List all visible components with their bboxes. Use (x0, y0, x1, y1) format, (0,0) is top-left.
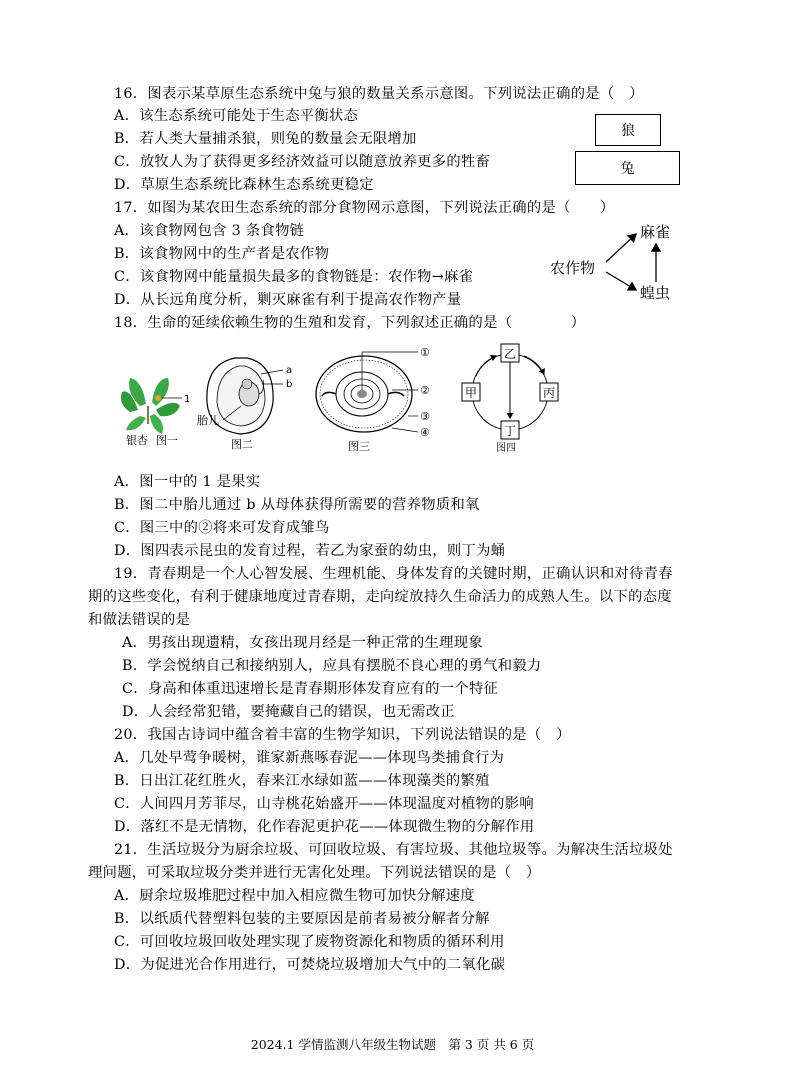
q17-option-d: D．从长远角度分析，剿灭麻雀有利于提高农作物产量 (114, 292, 462, 308)
wolf-label: 狼 (621, 123, 635, 139)
q16-stem: 16．图表示某草原生态系统中兔与狼的数量关系示意图。下列说法正确的是（ ） (114, 86, 644, 102)
fig4-node-bottom: 丁 (504, 424, 517, 438)
fig1-plant-name: 银杏 (126, 434, 148, 447)
q17-option-a: A．该食物网包含 3 条食物链 (114, 223, 305, 239)
q21-stem-line1: 21．生活垃圾分为厨余垃圾、可回收垃圾、有害垃圾、其他垃圾等。为解决生活垃圾处 (114, 842, 673, 858)
q17-option-c: C．该食物网中能量损失最多的食物链是：农作物→麻雀 (114, 269, 474, 285)
q18-figure3-egg (312, 344, 438, 454)
q19-stem-line2: 期的这些变化，有利于健康地度过青春期，走向绽放持久生命活力的成熟人生。以下的态度 (88, 589, 672, 605)
q16-wolf-box (595, 114, 661, 146)
q20-stem: 20．我国古诗词中蕴含着丰富的生物学知识，下列说法错误的是（ ） (114, 727, 571, 743)
q18-figure1-ginkgo (116, 358, 196, 450)
page-footer: 2024.1 学情监测八年级生物试题 第 3 页 共 6 页 (250, 1037, 535, 1052)
fig2-caption: 图二 (231, 438, 253, 451)
fig1-label-1: 1 (184, 394, 191, 405)
fig3-caption: 图三 (348, 440, 370, 453)
fig4-node-top: 乙 (504, 347, 517, 361)
q17-food-web (548, 220, 688, 310)
q19-option-d: D．人会经常犯错，要掩藏自己的错误，也无需改正 (122, 704, 455, 720)
q21-option-d: D．为促进光合作用进行，可焚烧垃圾增加大气中的二氧化碳 (114, 957, 506, 973)
q19-option-a: A．男孩出现遗精，女孩出现月经是一种正常的生理现象 (122, 635, 483, 651)
q17-stem: 17．如图为某农田生态系统的部分食物网示意图，下列说法正确的是（ ） (114, 200, 615, 216)
fig2-label-a: a (286, 365, 293, 376)
q21-option-c: C．可回收垃圾回收处理实现了废物资源化和物质的循环利用 (114, 934, 505, 950)
fig3-label-3: ③ (420, 410, 430, 423)
q18-stem: 18．生命的延续依赖生物的生殖和发育，下列叙述正确的是（ ） (114, 315, 586, 331)
fig2-fetus-label: 胎儿 (197, 414, 219, 427)
q16-option-b: B．若人类大量捕杀狼，则兔的数量会无限增加 (114, 131, 417, 147)
fig3-label-2: ② (420, 384, 430, 397)
sparrow-label: 麻雀 (640, 223, 671, 241)
q19-option-c: C．身高和体重迅速增长是青春期形体发育应有的一个特征 (122, 681, 499, 697)
q18-option-a: A．图一中的 1 是果实 (114, 474, 261, 490)
q21-option-a: A．厨余垃圾堆肥过程中加入相应微生物可加快分解速度 (114, 888, 475, 904)
q19-option-b: B．学会悦纳自己和接纳别人，应具有摆脱不良心理的勇气和毅力 (122, 658, 542, 674)
q20-option-b: B．日出江花红胜火，春来江水绿如蓝——体现藻类的繁殖 (114, 773, 490, 789)
q17-option-b: B．该食物网中的生产者是农作物 (114, 246, 330, 262)
q20-option-a: A．几处早莺争暖树，谁家新燕啄春泥——体现鸟类捕食行为 (114, 750, 505, 766)
fig1-caption: 图一 (156, 434, 178, 447)
fig4-node-right: 丙 (543, 386, 556, 400)
fig2-label-b: b (286, 379, 293, 390)
q18-figure2-uterus (195, 350, 305, 452)
q16-option-a: A．该生态系统可能处于生态平衡状态 (114, 108, 359, 124)
q18-figure4-cycle (456, 342, 568, 454)
fig3-label-4: ④ (420, 426, 430, 439)
q18-option-b: B．图二中胎儿通过 b 从母体获得所需要的营养物质和氧 (114, 497, 480, 513)
q20-option-c: C．人间四月芳菲尽，山寺桃花始盛开——体现温度对植物的影响 (114, 796, 534, 812)
arrow-crop-to-sparrow (606, 234, 636, 262)
q21-option-b: B．以纸质代替塑料包装的主要原因是前者易被分解者分解 (114, 911, 490, 927)
rabbit-label: 兔 (620, 161, 635, 177)
fig4-node-left: 甲 (465, 386, 478, 400)
q18-option-c: C．图三中的②将来可发育成雏鸟 (114, 520, 330, 536)
q18-option-d: D．图四表示昆虫的发育过程，若乙为家蚕的幼虫，则丁为蛹 (114, 543, 506, 559)
q21-stem-line2: 理问题，可采取垃圾分类并进行无害化处理。下列说法错误的是（ ） (88, 865, 541, 881)
locust-label: 蝗虫 (640, 284, 671, 302)
q19-stem-line1: 19．青春期是一个人心智发展、生理机能、身体发育的关键时期，正确认识和对待青春 (114, 566, 673, 582)
crop-label: 农作物 (550, 259, 596, 277)
arrow-crop-to-locust (606, 272, 636, 290)
q20-option-d: D．落红不是无情物，化作春泥更护花——体现微生物的分解作用 (114, 819, 535, 835)
q16-option-d: D．草原生态系统比森林生态系统更稳定 (114, 177, 374, 193)
fig4-caption: 图四 (496, 443, 516, 454)
q16-option-c: C．放牧人为了获得更多经济效益可以随意放养更多的牲畜 (114, 154, 491, 170)
fig3-label-1: ① (420, 346, 430, 359)
q19-stem-line3: 和做法错误的是 (88, 612, 191, 628)
q16-rabbit-box (575, 151, 680, 185)
